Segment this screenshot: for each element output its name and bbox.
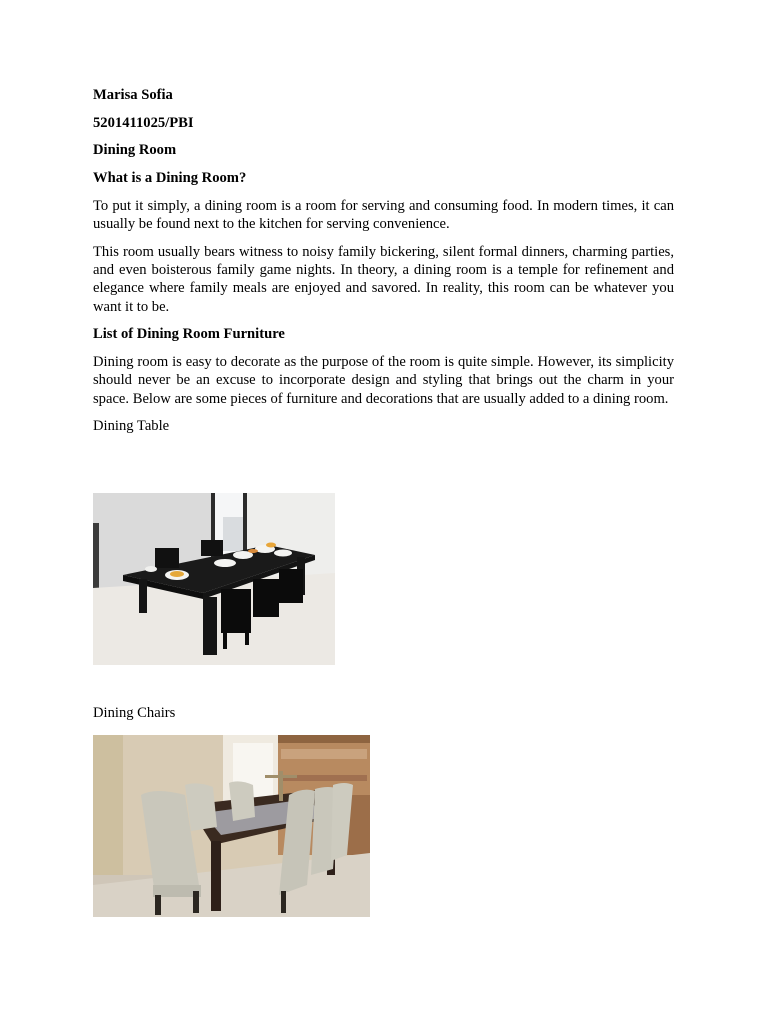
topic-title: Dining Room: [93, 142, 177, 159]
dining-table-photo: [93, 493, 335, 665]
paragraph-furniture-intro: Dining room is easy to decorate as the purpose of the room is quite simple. However, its simplicity should never be an excuse to incorporate design and styling that brings out the charm in your space. Below are some pieces of furniture and decorations that are usually added to a dining room.: [93, 354, 674, 407]
student-id: 5201411025/PBI: [93, 114, 194, 131]
author-name: Marisa Sofia: [93, 87, 173, 103]
document-body: [93, 86, 674, 436]
section-heading-furniture: List of Dining Room Furniture: [93, 326, 285, 343]
paragraph-definition: To put it simply, a dining room is a room for serving and consuming food. In modern times, it can usually be found next to the kitchen for serving convenience.: [93, 197, 674, 233]
caption-dining-chairs: Dining Chairs: [93, 705, 176, 721]
paragraph-usage: This room usually bears witness to noisy family bickering, silent formal dinners, charming parties, and even boisterous family game nights. In theory, a dining room is a temple for refinement and elegance where family meals are enjoyed and savored. In reality, this room can be whatever you want it to be.: [93, 243, 674, 315]
section-heading-what-is: What is a Dining Room?: [93, 170, 247, 187]
caption-dining-table: Dining Table: [93, 418, 170, 435]
dining-chairs-photo: [93, 735, 370, 917]
